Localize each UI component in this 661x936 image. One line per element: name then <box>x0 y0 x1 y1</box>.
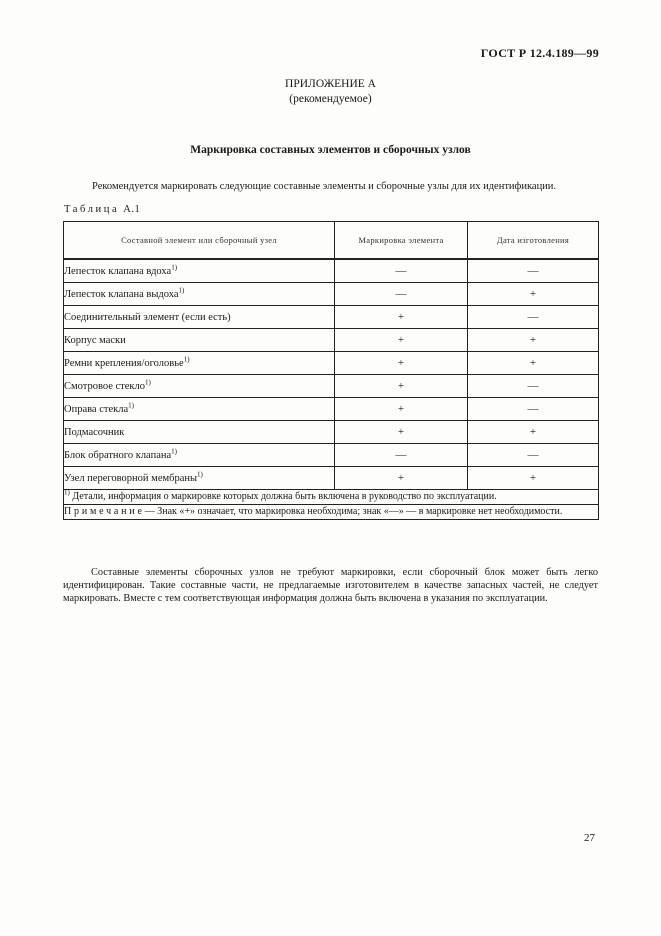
row-marking-value: + <box>335 421 468 444</box>
appendix-heading <box>0 77 661 107</box>
row-date-value: — <box>468 259 599 283</box>
marking-table <box>63 221 599 520</box>
row-marking-value: — <box>335 283 468 306</box>
row-date-value: + <box>468 467 599 490</box>
row-marking-value: + <box>335 398 468 421</box>
column-header-date: Дата изготовления <box>468 222 599 260</box>
table-row <box>64 467 599 490</box>
row-element-name: Смотровое стекло$^{1)}$ <box>64 375 335 398</box>
row-element-name: Лепесток клапана вдоха$^{1)}$ <box>64 259 335 283</box>
table-footnote: $^{1)}$ Детали, информация о маркировке которых должна быть включена в руководство по эксплуатации. <box>64 490 599 505</box>
table-row <box>64 398 599 421</box>
table-row <box>64 283 599 306</box>
row-marking-value: + <box>335 352 468 375</box>
row-marking-value: — <box>335 259 468 283</box>
row-marking-value: — <box>335 444 468 467</box>
row-marking-value: + <box>335 375 468 398</box>
row-date-value: + <box>468 352 599 375</box>
page-number: 27 <box>584 832 595 844</box>
row-marking-value: + <box>335 467 468 490</box>
table-caption <box>64 204 140 215</box>
row-date-value: — <box>468 375 599 398</box>
row-element-name: Корпус маски <box>64 329 335 352</box>
row-element-name: Подмасочник <box>64 421 335 444</box>
row-date-value: — <box>468 444 599 467</box>
row-date-value: + <box>468 283 599 306</box>
table-row <box>64 375 599 398</box>
row-element-name: Соединительный элемент (если есть) <box>64 306 335 329</box>
table-row <box>64 421 599 444</box>
table-label-word: Таблица <box>64 204 120 215</box>
row-element-name: Узел переговорной мембраны$^{1)}$ <box>64 467 335 490</box>
intro-paragraph: Рекомендуется маркировать следующие составные элементы и сборочные узлы для их идентификации. <box>92 181 557 192</box>
row-element-name: Оправа стекла$^{1)}$ <box>64 398 335 421</box>
closing-paragraph: Составные элементы сборочных узлов не требуют маркировки, если сборочный блок может быть легко идентифицирован. Такие составные части, не предлагаемые изготовителем в качестве запасных частей, не следует маркировать. Вместе с тем соответствующая информация должна быть включена в указания по эксплуатации. <box>63 567 598 604</box>
row-date-value: — <box>468 306 599 329</box>
row-date-value: — <box>468 398 599 421</box>
table-header-row <box>64 222 599 260</box>
table-number: А.1 <box>123 204 141 215</box>
row-marking-value: + <box>335 329 468 352</box>
appendix-status: (рекомендуемое) <box>289 93 372 105</box>
row-element-name: Блок обратного клапана$^{1)}$ <box>64 444 335 467</box>
standard-designation: ГОСТ Р 12.4.189—99 <box>480 46 599 60</box>
table-row <box>64 306 599 329</box>
note-row <box>64 505 599 520</box>
table-row <box>64 329 599 352</box>
column-header-element: Составной элемент или сборочный узел <box>64 222 335 260</box>
note-text: — Знак «+» означает, что маркировка необходима; знак «—» — в маркировке нет необходимости. <box>144 506 563 517</box>
row-element-name: Лепесток клапана выдоха$^{1)}$ <box>64 283 335 306</box>
row-date-value: + <box>468 421 599 444</box>
table-note <box>64 505 599 520</box>
row-date-value: + <box>468 329 599 352</box>
column-header-marking: Маркировка элемента <box>335 222 468 260</box>
table-row <box>64 444 599 467</box>
appendix-title: ПРИЛОЖЕНИЕ А <box>285 78 376 90</box>
row-marking-value: + <box>335 306 468 329</box>
note-label: Примечание <box>64 506 145 517</box>
footnote-row <box>64 490 599 505</box>
table-row <box>64 259 599 283</box>
section-title: Маркировка составных элементов и сборочных узлов <box>190 144 471 156</box>
row-element-name: Ремни крепления/оголовье$^{1)}$ <box>64 352 335 375</box>
table-row <box>64 352 599 375</box>
